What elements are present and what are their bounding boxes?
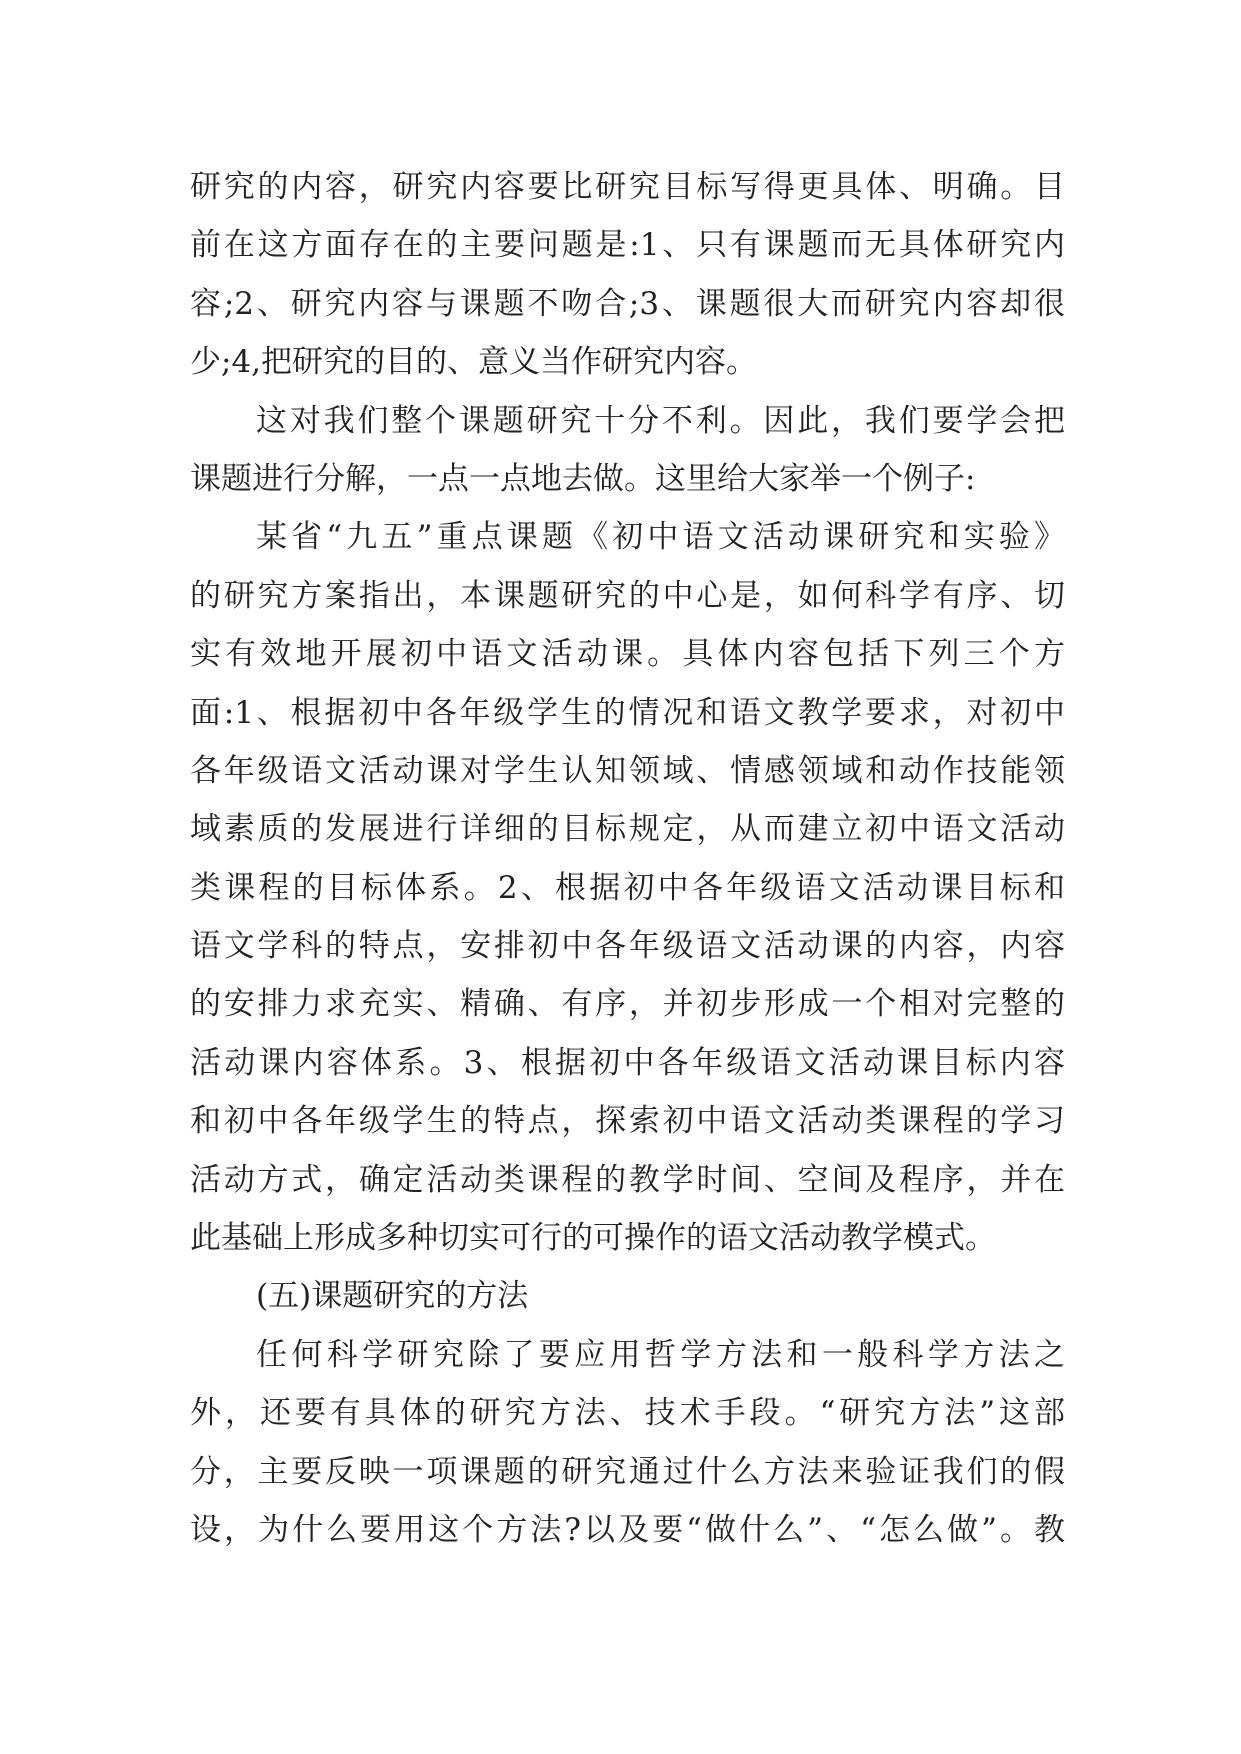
body-text xyxy=(190,158,1065,1559)
text-line: 各年级语文活动课对学生认知领域、情感领域和动作技能领 xyxy=(190,752,1065,789)
text-line: 前在这方面存在的主要问题是:1、只有课题而无具体研究内 xyxy=(190,227,1065,264)
text-line: 活动课内容体系。3、根据初中各年级语文活动课目标内容 xyxy=(190,1044,1065,1081)
text-line: 域素质的发展进行详细的目标规定，从而建立初中语文活动 xyxy=(190,811,1065,848)
text-line: 某省“九五”重点课题《初中语文活动课研究和实验》 xyxy=(256,519,1065,556)
text-line: 外，还要有具体的研究方法、技术手段。“研究方法”这部 xyxy=(190,1395,1065,1432)
paragraph xyxy=(190,1267,1065,1325)
text-line: 少;4,把研究的目的、意义当作研究内容。 xyxy=(190,344,758,381)
text-line: 这对我们整个课题研究十分不利。因此，我们要学会把 xyxy=(256,402,1065,439)
paragraph xyxy=(190,1326,1065,1560)
text-line: 和初中各年级学生的特点，探索初中语文活动类课程的学习 xyxy=(190,1103,1065,1140)
text-line: 语文学科的特点，安排初中各年级语文活动课的内容，内容 xyxy=(190,928,1065,965)
text-line: 的研究方案指出，本课题研究的中心是，如何科学有序、切 xyxy=(190,577,1065,614)
text-line: 活动方式，确定活动类课程的教学时间、空间及程序，并在 xyxy=(190,1161,1065,1198)
text-line: 实有效地开展初中语文活动课。具体内容包括下列三个方 xyxy=(190,636,1065,673)
paragraph xyxy=(190,158,1065,392)
text-line: 课题进行分解，一点一点地去做。这里给大家举一个例子: xyxy=(190,460,976,497)
text-line: 设，为什么要用这个方法?以及要“做什么”、“怎么做”。教 xyxy=(190,1511,1065,1548)
paragraph xyxy=(190,508,1065,1267)
text-line: 容;2、研究内容与课题不吻合;3、课题很大而研究内容却很 xyxy=(190,285,1065,322)
text-line: 面:1、根据初中各年级学生的情况和语文教学要求，对初中 xyxy=(190,694,1065,731)
paragraph xyxy=(190,392,1065,509)
text-line: 研究的内容，研究内容要比研究目标写得更具体、明确。目 xyxy=(190,169,1065,205)
text-line: 分，主要反映一项课题的研究通过什么方法来验证我们的假 xyxy=(190,1453,1065,1490)
text-line: (五)课题研究的方法 xyxy=(256,1278,529,1315)
text-line: 任何科学研究除了要应用哲学方法和一般科学方法之 xyxy=(256,1336,1065,1373)
text-line: 的安排力求充实、精确、有序，并初步形成一个相对完整的 xyxy=(190,986,1065,1023)
text-line: 此基础上形成多种切实可行的可操作的语文活动教学模式。 xyxy=(190,1220,996,1257)
text-line: 类课程的目标体系。2、根据初中各年级语文活动课目标和 xyxy=(190,869,1065,906)
